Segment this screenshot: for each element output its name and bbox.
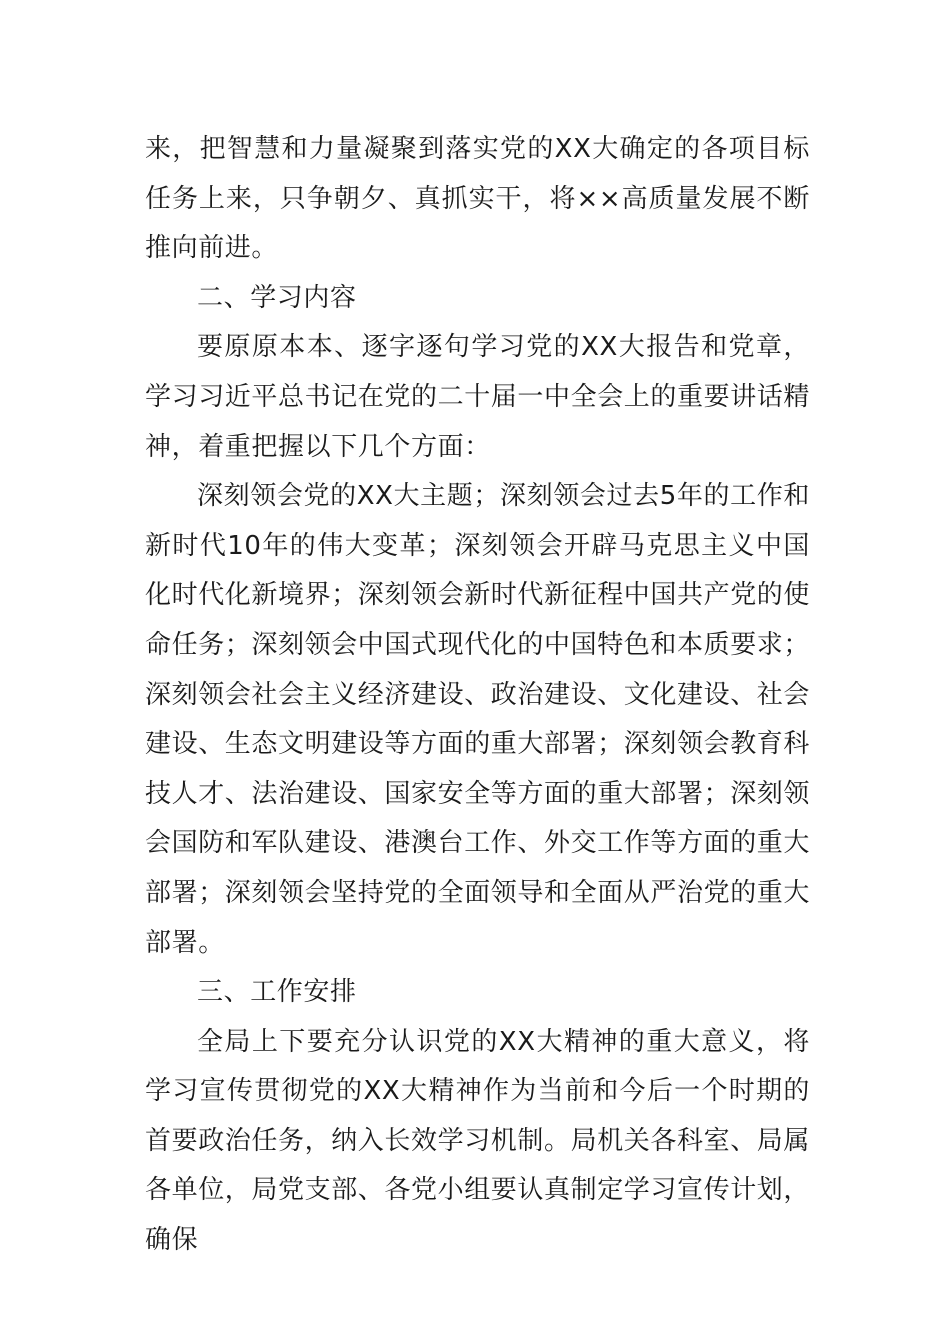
paragraph-continued: 来，把智慧和力量凝聚到落实党的XX大确定的各项目标任务上来，只争朝夕、真抓实干，将××高质量发展不断推向前进。 — [145, 134, 810, 264]
section-heading-study-content: 二、学习内容 — [197, 282, 357, 313]
section-heading-work-arrangement: 三、工作安排 — [197, 977, 357, 1008]
paragraph-study-scope: 要原原本本、逐字逐句学习党的XX大报告和党章，学习习近平总书记在党的二十届一中全会上的重要讲话精神，着重把握以下几个方面： — [145, 332, 811, 462]
document-body — [145, 125, 810, 1266]
paragraph-study-points: 深刻领会党的XX大主题；深刻领会过去5年的工作和新时代10年的伟大变革；深刻领会开辟马克思主义中国化时代化新境界；深刻领会新时代新征程中国共产党的使命任务；深刻领会中国式现代化的中国特色和本质要求；深刻领会社会主义经济建设、政治建设、文化建设、社会建设、生态文明建设等方面的重大部署；深刻领会教育科技人才、法治建设、国家安全等方面的重大部署；深刻领会国防和军队建设、港澳台工作、外交工作等方面的重大部署；深刻领会坚持党的全面领导和全面从严治党的重大部署。 — [145, 481, 811, 958]
paragraph-work-arrangement: 全局上下要充分认识党的XX大精神的重大意义，将学习宣传贯彻党的XX大精神作为当前和今后一个时期的首要政治任务，纳入长效学习机制。局机关各科室、局属各单位，局党支部、各党小组要认真制定学习宣传计划，确保 — [145, 1026, 811, 1256]
